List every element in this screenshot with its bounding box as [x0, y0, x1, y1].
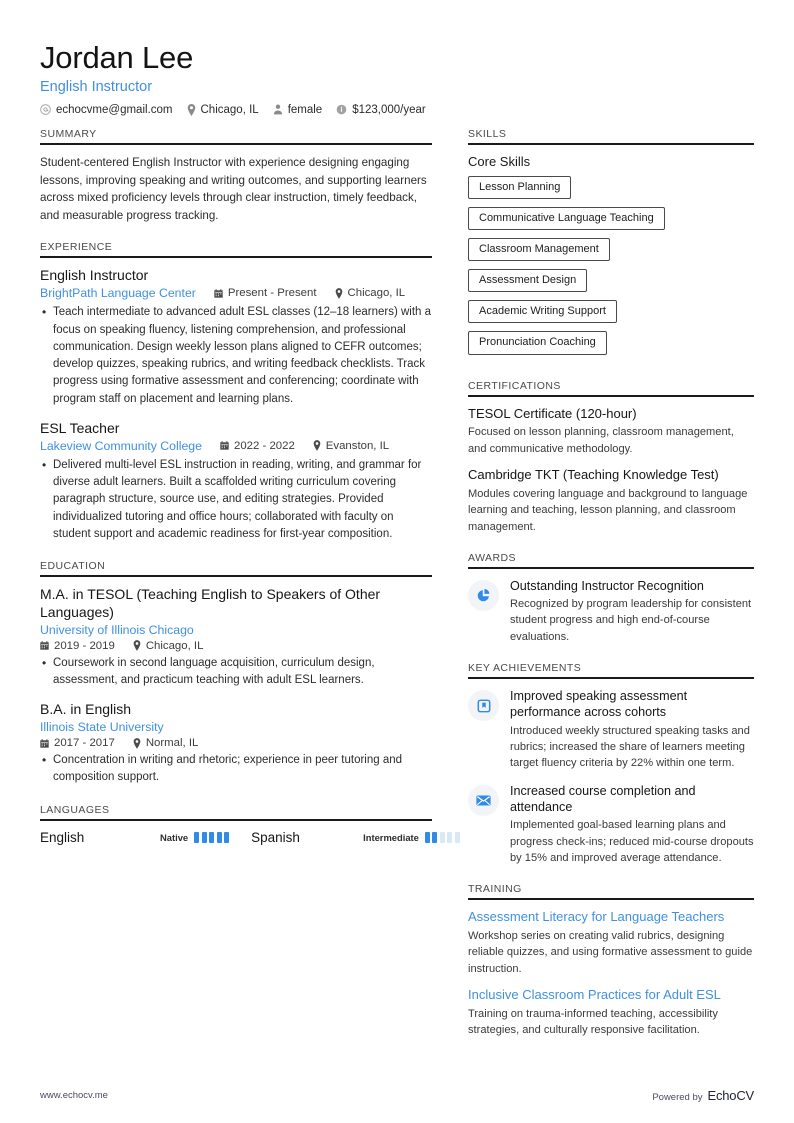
contact-email[interactable] [40, 104, 173, 116]
calendar-icon [40, 641, 49, 650]
experience-location-text: Evanston, IL [325, 439, 390, 452]
footer-brand[interactable]: EchoCV [707, 1088, 754, 1103]
location-pin-icon [133, 640, 141, 651]
person-icon [273, 104, 283, 115]
section-title-skills: SKILLS [468, 128, 754, 145]
education-location-text: Normal, IL [145, 737, 199, 750]
section-training [468, 883, 754, 1038]
language-level: Native [160, 831, 189, 843]
certification-name: Cambridge TKT (Teaching Knowledge Test) [468, 467, 719, 483]
experience-location [313, 440, 389, 452]
at-email-icon [40, 104, 51, 115]
location-pin-icon [335, 288, 343, 299]
experience-role: English Instructor [40, 267, 149, 284]
skill-list [468, 176, 754, 363]
candidate-job-title: English Instructor [40, 78, 153, 95]
training-item [468, 987, 754, 1038]
award-name: Outstanding Instructor Recognition [510, 578, 704, 593]
education-entry [40, 586, 432, 689]
achievement-item [468, 783, 754, 867]
award-description: Recognized by program leadership for consistent student progress and high end-of-course evaluations. [510, 598, 752, 643]
education-location [133, 737, 199, 749]
contact-gender [273, 104, 323, 116]
certification-description: Modules covering language and background to language learning and teaching, lesson planning, and classroom management. [468, 487, 748, 533]
footer-powered-by-label: Powered by [652, 1092, 703, 1103]
experience-dates-text: 2022 - 2022 [233, 439, 295, 452]
experience-meta [40, 286, 432, 300]
achievement-name: Improved speaking assessment performance across cohorts [510, 689, 688, 720]
page-footer [40, 1088, 754, 1103]
contact-salary [336, 104, 426, 116]
training-name[interactable]: Assessment Literacy for Language Teachers [468, 909, 725, 925]
section-title-certifications: CERTIFICATIONS [468, 380, 754, 397]
contact-email-text: echocvme@gmail.com [56, 103, 173, 116]
skill-pill[interactable]: Assessment Design [468, 269, 587, 292]
salary-info-icon [336, 104, 347, 115]
location-pin-icon [313, 440, 321, 451]
education-dates [40, 737, 115, 749]
achievement-description: Introduced weekly structured speaking tasks and rubrics; increased the share of learners meeting target fluency criteria by 22% within one term. [510, 724, 750, 770]
experience-bullets [40, 304, 432, 408]
experience-entry [40, 267, 432, 407]
certification-item [468, 406, 754, 457]
achievement-body [510, 783, 754, 867]
experience-organization[interactable]: Lakeview Community College [40, 438, 202, 453]
section-title-education: EDUCATION [40, 560, 432, 577]
contact-row [40, 104, 470, 116]
education-meta [40, 640, 432, 652]
education-entry [40, 701, 432, 786]
training-description: Training on trauma-informed teaching, accessibility strategies, and culturally responsive facilitation. [468, 1007, 718, 1037]
calendar-icon [220, 441, 229, 450]
right-column [468, 128, 754, 1056]
training-name[interactable]: Inclusive Classroom Practices for Adult ESL [468, 987, 721, 1003]
experience-location [335, 287, 406, 299]
language-item [251, 830, 460, 845]
section-title-summary: SUMMARY [40, 128, 432, 145]
section-title-awards: AWARDS [468, 552, 754, 569]
experience-dates [220, 440, 295, 452]
section-summary [40, 128, 432, 224]
education-institution[interactable]: University of Illinois Chicago [40, 622, 194, 637]
pie-chart-icon [468, 580, 499, 611]
achievement-description: Implemented goal-based learning plans and progress check-ins; reduced mid-course dropouts by 15% and improved average attendance. [510, 819, 754, 864]
section-title-key-achievements: KEY ACHIEVEMENTS [468, 662, 754, 679]
experience-location-text: Chicago, IL [347, 287, 406, 300]
experience-entry [40, 420, 432, 543]
education-meta [40, 737, 432, 749]
certification-name: TESOL Certificate (120-hour) [468, 405, 637, 421]
achievement-item [468, 688, 754, 772]
experience-dates [214, 287, 317, 299]
candidate-name: Jordan Lee [40, 40, 194, 75]
language-name: Spanish [251, 829, 300, 845]
language-name: English [40, 829, 85, 845]
education-bullets [40, 752, 432, 787]
experience-bullet: • Delivered multi-level ESL instruction in reading, writing, and grammar for diverse adult learners. Built a scaffolded writing curriculum covering paragraph structure, source use, and editing strategies. Provided individualized tutoring and office hours; collaborated with faculty on student support and academic readiness for first-year composition. [53, 457, 432, 543]
location-pin-icon [133, 738, 141, 749]
calendar-icon [214, 289, 223, 298]
education-dates [40, 640, 115, 652]
education-bullets [40, 655, 432, 690]
contact-location-text: Chicago, IL [200, 103, 259, 116]
location-pin-icon [187, 104, 196, 116]
section-title-training: TRAINING [468, 883, 754, 900]
section-certifications [468, 380, 754, 535]
left-column [40, 128, 432, 862]
contact-salary-text: $123,000/year [352, 103, 426, 116]
section-key-achievements [468, 662, 754, 866]
education-location [133, 640, 204, 652]
language-item [40, 830, 229, 845]
envelope-icon [468, 785, 499, 816]
section-awards [468, 552, 754, 645]
section-languages [40, 804, 432, 845]
section-title-languages: LANGUAGES [40, 804, 432, 821]
skills-group-title: Core Skills [468, 154, 531, 169]
experience-dates-text: Present - Present [227, 287, 317, 300]
training-description: Workshop series on creating valid rubrics, designing reliable quizzes, and using formative assessment to guide instruction. [468, 930, 753, 975]
language-proficiency-dots [425, 832, 460, 843]
education-dates-text: 2017 - 2017 [54, 737, 115, 750]
language-proficiency-dots [194, 832, 229, 843]
experience-role: ESL Teacher [40, 419, 120, 436]
section-skills [468, 128, 754, 363]
footer-powered-by [652, 1088, 754, 1103]
skill-pill[interactable]: Lesson Planning [468, 176, 571, 199]
education-dates-text: 2019 - 2019 [54, 639, 115, 652]
skill-pill[interactable]: Academic Writing Support [468, 300, 617, 323]
section-experience [40, 241, 432, 543]
achievement-body [510, 688, 754, 772]
experience-meta [40, 439, 432, 453]
education-institution[interactable]: Illinois State University [40, 720, 164, 735]
education-bullet: • Coursework in second language acquisition, curriculum design, assessment, and practicum teaching with adult ESL learners. [53, 655, 432, 690]
section-education [40, 560, 432, 787]
experience-organization[interactable]: BrightPath Language Center [40, 286, 196, 301]
certification-description: Focused on lesson planning, classroom management, and communicative methodology. [468, 426, 734, 455]
experience-bullets [40, 457, 432, 543]
languages-row [40, 830, 432, 845]
certification-item [468, 467, 754, 535]
award-body [510, 578, 754, 645]
bookmark-icon [468, 690, 499, 721]
education-degree: B.A. in English [40, 701, 132, 718]
language-level: Intermediate [363, 831, 419, 843]
summary-text: Student-centered English Instructor with experience designing engaging lessons, improving speaking and writing outcomes, and supporting learners across mixed proficiency levels through clear instruction, timely feedback, and measurable progress tracking. [40, 156, 427, 222]
section-title-experience: EXPERIENCE [40, 241, 432, 258]
contact-gender-text: female [287, 103, 323, 116]
training-item [468, 909, 754, 977]
skill-pill[interactable]: Pronunciation Coaching [468, 331, 607, 354]
skill-pill[interactable]: Classroom Management [468, 238, 610, 261]
skill-pill[interactable]: Communicative Language Teaching [468, 207, 665, 230]
education-bullet: • Concentration in writing and rhetoric; experience in peer tutoring and composition support. [53, 752, 432, 787]
education-location-text: Chicago, IL [145, 639, 204, 652]
experience-bullet: • Teach intermediate to advanced adult ESL classes (12–18 learners) with a focus on speaking fluency, listening comprehension, and professional communication. Design weekly lesson plans aligned to CEFR outcomes; develop quizzes, speaking rubrics, and writing feedback checklists. Track progress using formative assessment and conferencing; coordinate with program staff on placement and learning plans. [53, 304, 432, 408]
award-item [468, 578, 754, 645]
calendar-icon [40, 739, 49, 748]
achievement-name: Increased course completion and attendance [510, 783, 696, 815]
education-degree: M.A. in TESOL (Teaching English to Speakers of Other Languages) [40, 586, 381, 620]
contact-location [187, 104, 259, 116]
resume-header [40, 40, 470, 116]
footer-url[interactable]: www.echocv.me [40, 1090, 108, 1101]
